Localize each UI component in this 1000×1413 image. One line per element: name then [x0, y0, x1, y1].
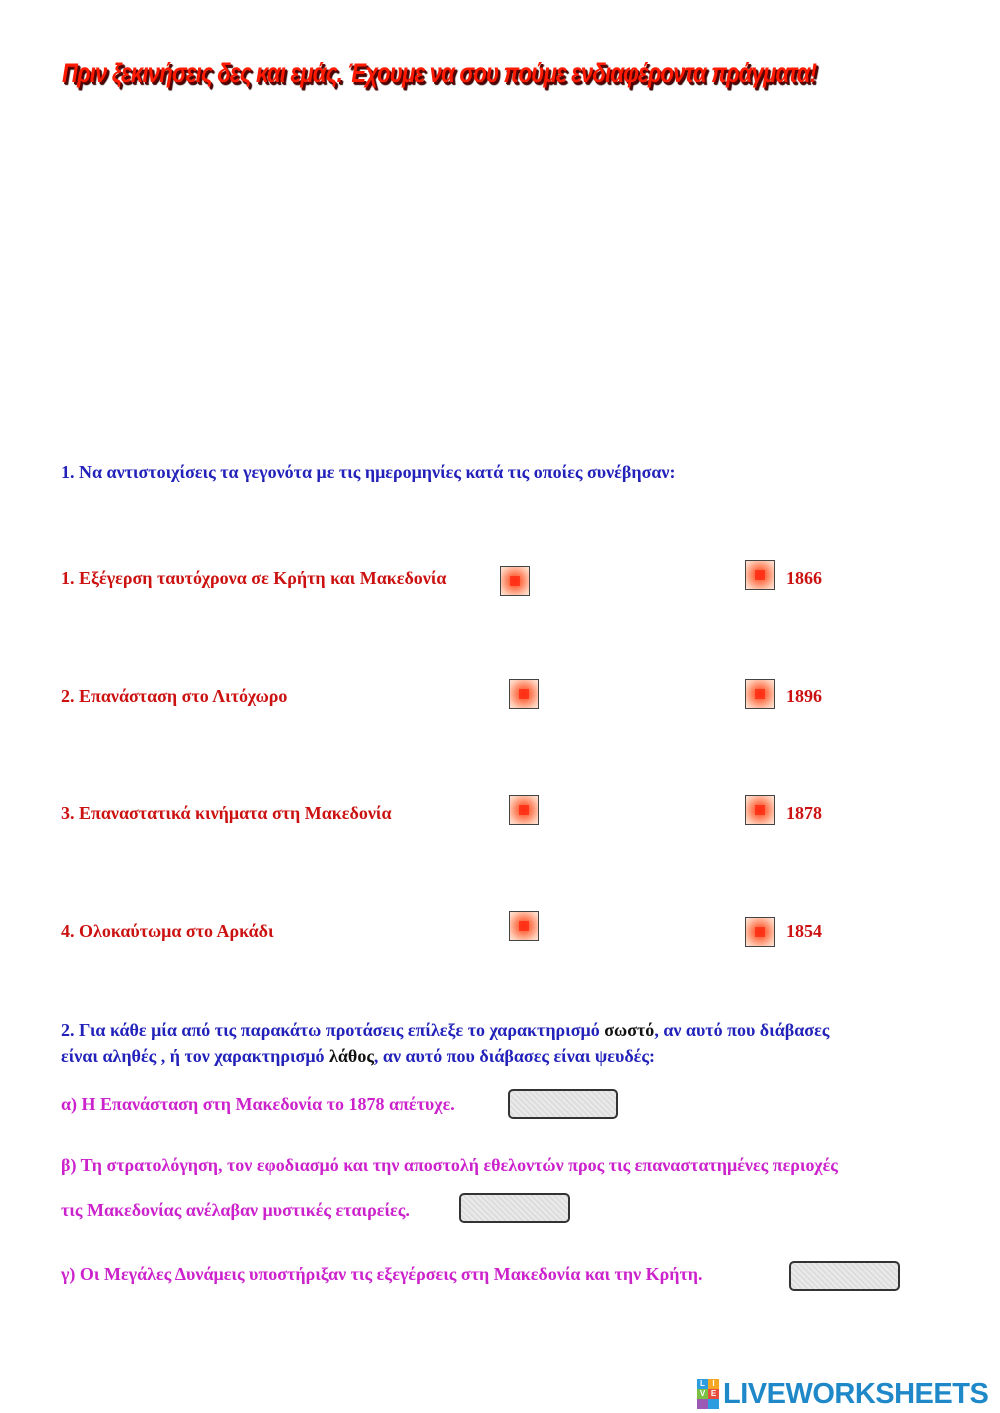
word-wrong: λάθος — [329, 1046, 374, 1066]
event-match-dot-2[interactable] — [509, 679, 539, 709]
event-match-dot-4[interactable] — [509, 911, 539, 941]
statement-c: γ) Οι Μεγάλες Δυνάμεις υποστήριξαν τις εξεγέρσεις στη Μακεδονία και την Κρήτη. — [61, 1264, 703, 1284]
event-label-3: 3. Επαναστατικά κινήματα στη Μακεδονία — [61, 803, 392, 823]
date-match-dot-4[interactable] — [745, 917, 775, 947]
date-match-dot-1[interactable] — [745, 560, 775, 590]
statement-b-line1: β) Τη στρατολόγηση, τον εφοδιασμό και την αποστολή εθελοντών προς τις επαναστατημένες περιοχές — [61, 1155, 838, 1175]
logo-letter: V — [697, 1389, 708, 1399]
exercise2-instruction-line2 — [61, 1046, 655, 1067]
liveworksheets-logo-icon — [697, 1379, 719, 1409]
exercise2-instruction-line1 — [61, 1020, 829, 1041]
event-match-dot-1[interactable] — [500, 566, 530, 596]
instruction-text: , αν αυτό που διάβασες — [654, 1020, 830, 1040]
event-label-4: 4. Ολοκαύτωμα στο Αρκάδι — [61, 921, 274, 941]
liveworksheets-logo-text: LIVEWORKSHEETS — [723, 1377, 989, 1410]
date-label-3: 1878 — [786, 803, 822, 823]
event-label-2: 2. Επανάσταση στο Λιτόχωρο — [61, 686, 288, 706]
liveworksheets-logo — [697, 1378, 988, 1410]
statement-a: α) Η Επανάσταση στη Μακεδονία το 1878 απέτυχε. — [61, 1094, 455, 1114]
page-title: Πριν ξεκινήσεις δες και εμάς. Έχουμε να σου πούμε ενδιαφέροντα πράγματα! — [62, 58, 817, 88]
instruction-text: είναι αληθές , ή τον χαρακτηρισμό — [61, 1046, 330, 1066]
event-match-dot-3[interactable] — [509, 795, 539, 825]
date-label-2: 1896 — [786, 686, 822, 706]
answer-dropdown-c[interactable] — [789, 1261, 900, 1291]
logo-letter: I — [708, 1379, 719, 1389]
logo-letter: E — [708, 1389, 719, 1399]
answer-dropdown-a[interactable] — [508, 1089, 618, 1119]
date-match-dot-3[interactable] — [745, 795, 775, 825]
statement-b-line2: τις Μακεδονίας ανέλαβαν μυστικές εταιρείες. — [61, 1200, 410, 1220]
instruction-text: 2. Για κάθε μία από τις παρακάτω προτάσεις επίλεξε το χαρακτηρισμό — [61, 1020, 605, 1040]
event-label-1: 1. Εξέγερση ταυτόχρονα σε Κρήτη και Μακεδονία — [61, 568, 447, 588]
answer-dropdown-b[interactable] — [459, 1193, 570, 1223]
instruction-text: , αν αυτό που διάβασες είναι ψευδές: — [373, 1046, 655, 1066]
date-label-1: 1866 — [786, 568, 822, 588]
logo-letter: L — [697, 1379, 708, 1389]
date-label-4: 1854 — [786, 921, 822, 941]
word-correct: σωστό — [604, 1020, 655, 1040]
exercise1-instruction: 1. Να αντιστοιχίσεις τα γεγονότα με τις ημερομηνίες κατά τις οποίες συνέβησαν: — [61, 462, 676, 482]
date-match-dot-2[interactable] — [745, 679, 775, 709]
